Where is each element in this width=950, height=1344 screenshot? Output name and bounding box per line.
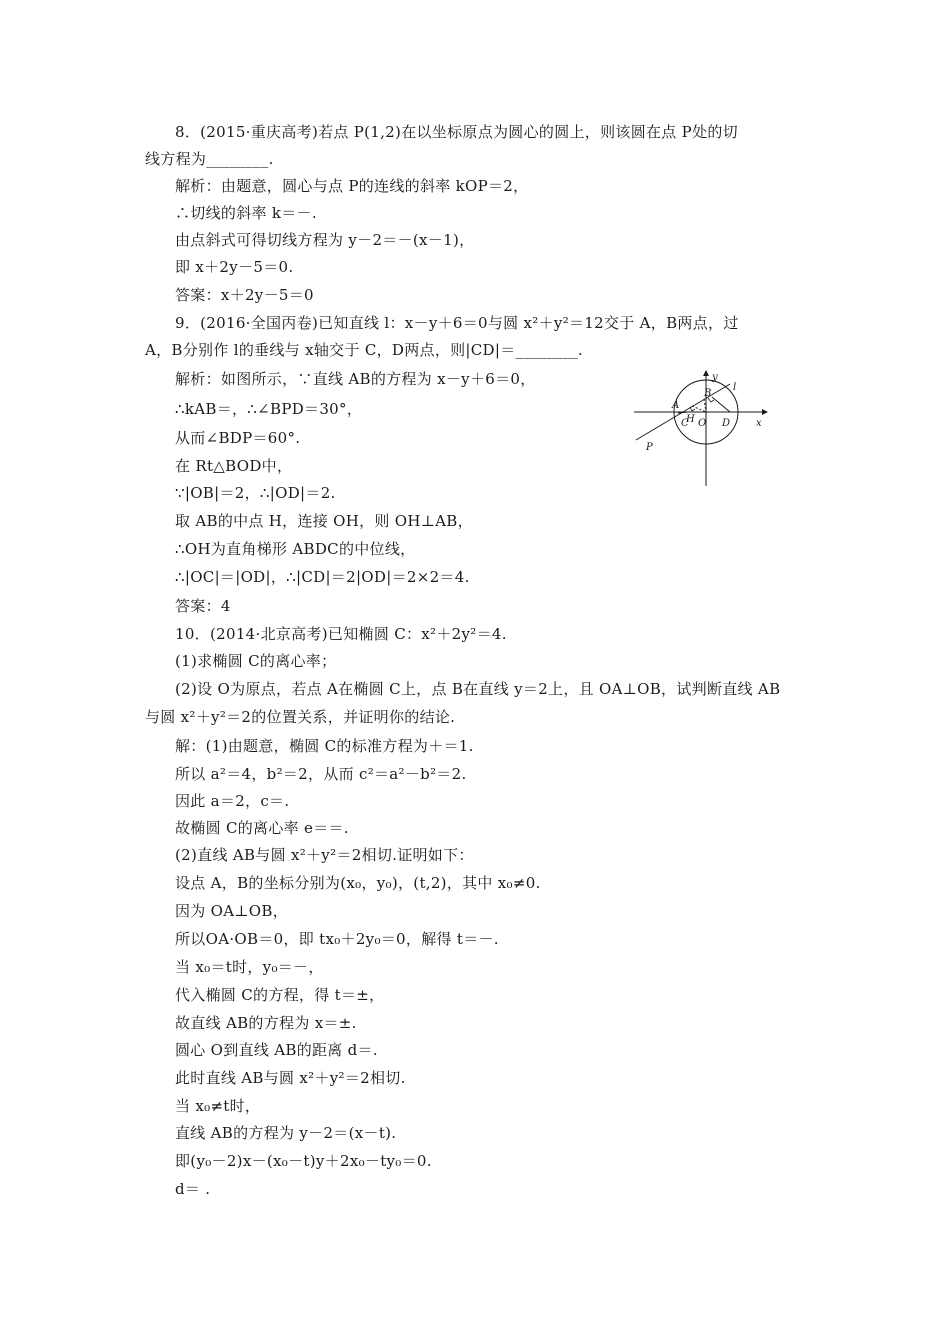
q10-solution-2: 所以 a²＝4，b²＝2，从而 c²＝a²－b²＝2. (175, 765, 467, 783)
y-axis-arrow (703, 370, 709, 376)
label-o: O (698, 418, 707, 429)
q10-solution-7: 因为 OA⊥OB， (175, 902, 289, 920)
q10-part-2-line-1: (2)设 O为原点，若点 A在椭圆 C上，点 B在直线 y＝2上，且 OA⊥OB，试判断直线 AB (175, 680, 781, 698)
q10-part-1: (1)求椭圆 C的离心率； (175, 652, 337, 670)
q8-analysis-4: 即 x＋2y－5＝0. (175, 258, 294, 276)
q10-solution-15: 直线 AB的方程为 y－2＝(x－t). (175, 1124, 397, 1142)
q9-answer: 答案：4 (175, 597, 231, 615)
x-axis-arrow (762, 409, 768, 415)
label-y: y (712, 372, 718, 383)
q10-solution-17: d＝ . (175, 1180, 211, 1198)
label-a: A (672, 400, 680, 411)
segment-bd (712, 397, 730, 412)
q10-solution-14: 当 x₀≠t时， (175, 1097, 261, 1115)
q10-title: 10．(2014·北京高考)已知椭圆 C：x²＋2y²＝4. (175, 625, 507, 643)
q9-analysis-2: ∴kAB＝，∴∠BPD＝30°， (175, 400, 363, 418)
q10-solution-9: 当 x₀＝t时，y₀＝－， (175, 958, 324, 976)
q9-analysis-7: ∴OH为直角梯形 ABDC的中位线， (175, 540, 416, 558)
q9-analysis-3: 从而∠BDP＝60°. (175, 429, 301, 447)
label-h: H (686, 414, 695, 425)
q9-analysis-6: 取 AB的中点 H，连接 OH，则 OH⊥AB， (175, 512, 473, 530)
label-d: D (722, 418, 731, 429)
q10-solution-8: 所以OA·OB＝0，即 tx₀＋2y₀＝0，解得 t＝－. (175, 930, 499, 948)
label-x: x (756, 418, 762, 429)
q10-part-2-line-2: 与圆 x²＋y²＝2的位置关系，并证明你的结论. (145, 708, 456, 726)
q10-solution-4: 故椭圆 C的离心率 e＝＝. (175, 819, 349, 837)
q10-solution-5: (2)直线 AB与圆 x²＋y²＝2相切.证明如下： (175, 846, 474, 864)
q10-solution-10: 代入椭圆 C的方程，得 t＝±， (175, 986, 385, 1004)
segment-oh (692, 406, 706, 412)
q9-analysis-8: ∴|OC|＝|OD|，∴|CD|＝2|OD|＝2×2＝4. (175, 568, 470, 586)
q8-line-2: 线方程为________. (145, 150, 274, 168)
label-c: C (681, 418, 689, 429)
geometry-figure (632, 368, 770, 490)
label-p: P (646, 442, 653, 453)
q10-solution-6: 设点 A，B的坐标分别为(x₀，y₀)，(t,2)，其中 x₀≠0. (175, 874, 541, 892)
q10-solution-11: 故直线 AB的方程为 x＝±. (175, 1014, 357, 1032)
q9-line-2: A，B分别作 l的垂线与 x轴交于 C，D两点，则|CD|＝________. (145, 341, 584, 359)
q10-solution-16: 即(y₀－2)x－(x₀－t)y＋2x₀－ty₀＝0. (175, 1152, 432, 1170)
label-l: l (733, 382, 737, 393)
q8-analysis-2: ∴切线的斜率 k＝－. (175, 204, 317, 222)
q10-solution-3: 因此 a＝2，c＝. (175, 792, 290, 810)
q10-solution-12: 圆心 O到直线 AB的距离 d＝. (175, 1041, 378, 1059)
q9-line-1: 9．(2016·全国丙卷)已知直线 l：x－y＋6＝0与圆 x²＋y²＝12交于 A，B两点，过 (175, 314, 739, 332)
q10-solution-13: 此时直线 AB与圆 x²＋y²＝2相切. (175, 1069, 406, 1087)
q9-analysis-4: 在 Rt△BOD中， (175, 457, 293, 475)
q8-answer: 答案：x＋2y－5＝0 (175, 286, 314, 304)
q9-analysis-1: 解析：如图所示，∵直线 AB的方程为 x－y＋6＝0， (175, 370, 536, 388)
q8-line-1: 8．(2015·重庆高考)若点 P(1,2)在以坐标原点为圆心的圆上，则该圆在点 P处的切 (175, 123, 738, 141)
label-b: B (704, 388, 712, 399)
q10-solution-1: 解：(1)由题意，椭圆 C的标准方程为＋＝1. (175, 737, 474, 755)
q8-analysis-1: 解析：由题意，圆心与点 P的连线的斜率 kOP＝2， (175, 177, 529, 195)
q9-analysis-5: ∵|OB|＝2，∴|OD|＝2. (175, 484, 336, 502)
q8-analysis-3: 由点斜式可得切线方程为 y－2＝－(x－1)， (175, 231, 475, 249)
